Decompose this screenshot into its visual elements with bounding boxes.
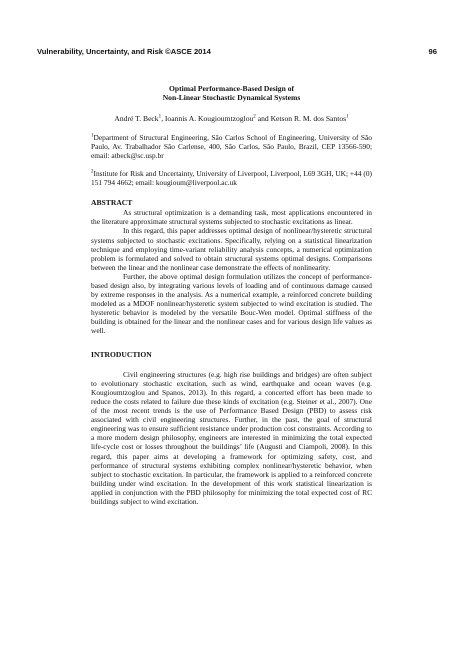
- affiliation-2-text: Institute for Risk and Uncertainty, University of Liverpool, Liverpool, L69 3GH, UK; +44 (0) 151 794 4662; email: kougioum@liverpool.ac.uk: [91, 168, 372, 188]
- author-3-affiliation: 1: [346, 114, 349, 120]
- author-separator-1: ,: [161, 113, 165, 123]
- introduction-paragraph: Civil engineering structures (e.g. high rise buildings and bridges) are often subject to evolutionary stochastic excitation, such as wind, earthquake and ocean waves (e.g. Kougioumtzoglou and Spanos, 2013). In this regard, a concerted effort has been made to reduce the costs related to failure due these kinds of excitation (e.g. Steiner et al., 2007). One of the most recent trends is the use of Performance Based Design (PBD) to assess risk associated with civil engineering structures. Further, in the past, the goal of structural engineering was to ensure sufficient resistance under production cost constraints. According to a more modern design philosophy, engineers are interested in minimizing the total expected life-cycle cost or losses throughout the buildings’ life (Augusti and Ciampoli, 2008). In this regard, this paper aims at developing a framework for optimizing safety, cost, and performance of structural systems exhibiting complex nonlinear/hysteretic behavior, when subject to stochastic excitation. In particular, the framework is applied to a reinforced concrete building under wind excitation. In the development of this work statistical linearization is applied in conjunction with the PBD philosophy for minimizing the total expected cost of RC buildings subject to wind excitation.: [91, 369, 372, 506]
- abstract-paragraph-2: In this regard, this paper addresses optimal design of nonlinear/hysteretic structural systems subjected to stochastic excitations. Specifically, relying on a statistical linearization technique and employing time-variant reliability analysis concepts, a numerical optimization problem is formulated and solved to obtain structural systems optimal designs. Comparisons between the linear and the nonlinear case demonstrate the effects of nonlinearity.: [91, 226, 372, 272]
- affiliation-1-marker: 1: [91, 133, 94, 139]
- affiliation-2: [91, 169, 372, 187]
- paper-body: [91, 84, 372, 506]
- page-number: 96: [428, 47, 437, 56]
- title-line-1: Optimal Performance-Based Design of: [168, 84, 295, 93]
- author-1-affiliation: 1: [158, 114, 162, 120]
- author-list: [91, 114, 372, 123]
- abstract-paragraph-1: As structural optimization is a demanding task, most applications encountered in the literature approximate structural systems subjected to stochastic excitations as linear.: [91, 208, 372, 227]
- author-3: Ketson R. M. dos Santos: [270, 113, 347, 123]
- title-line-2: Non-Linear Stochastic Dynamical Systems: [162, 93, 301, 103]
- abstract-heading: ABSTRACT: [91, 198, 133, 208]
- affiliation-1: [91, 133, 372, 160]
- introduction-heading: INTRODUCTION: [91, 349, 152, 359]
- paper-title: [91, 84, 372, 103]
- author-1: André T. Beck: [114, 113, 159, 123]
- author-separator-2: and: [255, 113, 271, 123]
- abstract-paragraph-3: Further, the above optimal design formulation utilizes the concept of performance-based design also, by integrating various levels of loading and of continuous damage caused by extreme responses in the analysis. As a numerical example, a reinforced concrete building modeled as a MDOF nonlinear/hysteretic system subjected to wind excitation is studied. The hysteretic behavior is modeled by the versatile Bouc-Wen model. Optimal stiffness of the building is obtained for the linear and the nonlinear cases and for various design life values as well.: [91, 271, 372, 336]
- author-2: Ioannis A. Kougioumtzoglou: [164, 113, 254, 123]
- author-2-affiliation: 2: [253, 114, 256, 120]
- running-header: [37, 47, 437, 56]
- affiliation-1-text: Department of Structural Engineering, São Carlos School of Engineering, University of São Paulo, Av. Trabalhador São Carlense, 400, São Carlos, São Paulo, Brazil, CEP 13566-590; email: atbeck@sc.usp.br: [91, 132, 372, 160]
- journal-title: Vulnerability, Uncertainty, and Risk ©ASCE 2014: [37, 47, 211, 56]
- affiliation-2-marker: 2: [91, 169, 94, 175]
